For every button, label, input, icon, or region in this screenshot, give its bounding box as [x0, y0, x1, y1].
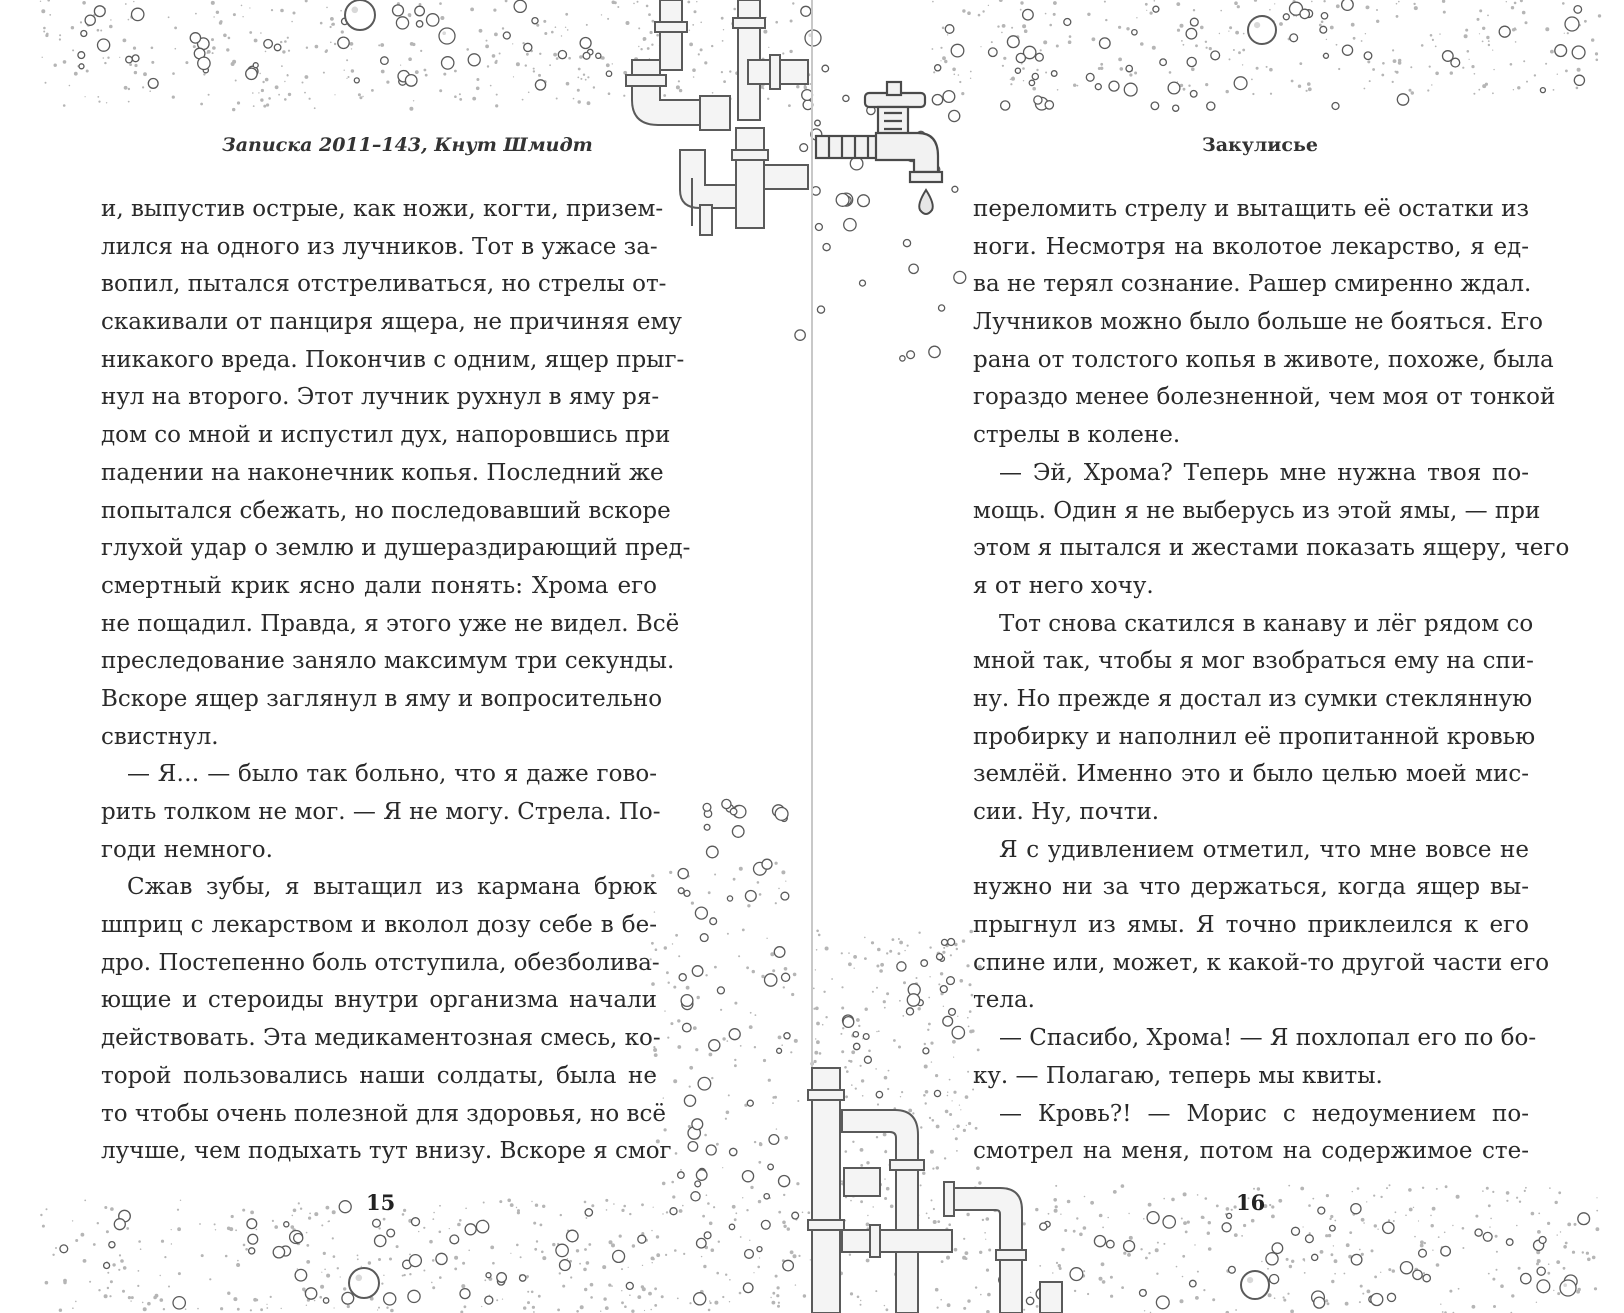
text-line: нужно ни за что держаться, когда ящер вы-: [973, 874, 1529, 901]
text-line: попытался сбежать, но последовавший вскоре: [101, 497, 671, 524]
text-line: Тот снова скатился в канаву и лёг рядом со: [999, 610, 1534, 637]
text-line: сии. Ну, почти.: [973, 799, 1160, 825]
text-line: рана от толстого копья в животе, похоже, была: [973, 346, 1554, 373]
text-line: — Я… — было так больно, что я даже гово-: [127, 761, 657, 788]
text-line: и, выпустив острые, как ножи, когти, призем-: [101, 196, 664, 222]
text-line: лучше, чем подыхать тут внизу. Вскоре я смог: [101, 1138, 672, 1165]
body-text: [101, 191, 691, 1171]
text-line: рить толком не мог. — Я не могу. Стрела. По-: [101, 799, 661, 825]
page-number: 16: [1236, 1190, 1266, 1215]
text-line: скакивали от панциря ящера, не причиняя ему: [101, 309, 682, 336]
text-line: ющие и стероиды внутри организма начали: [101, 987, 657, 1014]
running-head: Записка 2011–143, Кнут Шмидт: [222, 134, 593, 156]
text-line: Сжав зубы, я вытащил из кармана брюк: [127, 874, 657, 901]
text-line: мной так, чтобы я мог взобраться ему на спи-: [973, 648, 1534, 675]
text-line: Я с удивлением отметил, что мне вовсе не: [999, 836, 1529, 863]
text-line: преследование заняло максимум три секунды.: [101, 648, 675, 675]
page-number: 15: [366, 1190, 396, 1215]
text-line: землёй. Именно это и было целью моей мис-: [973, 761, 1529, 788]
text-line: — Спасибо, Хрома! — Я похлопал его по бо-: [999, 1025, 1537, 1052]
text-line: свистнул.: [101, 723, 219, 750]
text-line: не пощадил. Правда, я этого уже не видел. Всё: [101, 610, 680, 637]
text-line: тела.: [973, 987, 1035, 1014]
text-line: ну. Но прежде я достал из сумки стеклянную: [973, 685, 1533, 712]
text-line: Вскоре ящер заглянул в яму и вопросительно: [101, 685, 663, 712]
text-line: смертный крик ясно дали понять: Хрома его: [101, 572, 657, 599]
text-line: годи немного.: [101, 836, 273, 863]
text-line: спине или, может, к какой-то другой части его: [973, 949, 1550, 976]
text-line: — Кровь?! — Морис с недоумением по-: [999, 1100, 1529, 1127]
text-line: ку. — Полагаю, теперь мы квиты.: [973, 1062, 1383, 1089]
text-line: прыгнул из ямы. Я точно приклеился к его: [973, 912, 1529, 939]
text-line: лился на одного из лучников. Тот в ужасе за-: [101, 233, 658, 260]
body-text: [973, 191, 1570, 1171]
text-line: переломить стрелу и вытащить её остатки из: [973, 196, 1529, 222]
text-line: этом я пытался и жестами показать ящеру, чего: [973, 535, 1570, 562]
text-line: дом со мной и испустил дух, напоровшись при: [101, 422, 671, 449]
text-line: пробирку и наполнил её пропитанной кровью: [973, 723, 1536, 750]
text-line: действовать. Эта медикаментозная смесь, ко-: [101, 1025, 661, 1052]
text-line: глухой удар о землю и душераздирающий пред-: [101, 535, 691, 562]
text-line: то чтобы очень полезной для здоровья, но всё: [101, 1100, 666, 1127]
text-line: дро. Постепенно боль отступила, обезболива-: [101, 949, 660, 976]
text-line: — Эй, Хрома? Теперь мне нужна твоя по-: [999, 459, 1529, 486]
text-line: мощь. Один я не выберусь из этой ямы, — при: [973, 497, 1541, 524]
text-line: стрелы в колене.: [973, 422, 1181, 449]
text-line: нул на второго. Этот лучник рухнул в яму ря-: [101, 384, 660, 411]
right-page: [812, 0, 1624, 1313]
text-line: вопил, пытался отстреливаться, но стрелы от-: [101, 271, 667, 298]
text-line: падении на наконечник копья. Последний же: [101, 459, 664, 486]
text-line: шприц с лекарством и вколол дозу себе в бе-: [101, 912, 657, 939]
text-line: торой пользовались наши солдаты, была не: [101, 1062, 657, 1089]
text-line: Лучников можно было больше не бояться. Его: [973, 309, 1543, 336]
text-line: ноги. Несмотря на вколотое лекарство, я ед-: [973, 233, 1529, 260]
text-line: никакого вреда. Покончив с одним, ящер прыг-: [101, 346, 685, 373]
text-line: гораздо менее болезненной, чем моя от тонкой: [973, 384, 1556, 411]
text-line: смотрел на меня, потом на содержимое сте-: [973, 1138, 1529, 1165]
text-line: ва не терял сознание. Рашер смиренно ждал.: [973, 271, 1532, 298]
text-line: я от него хочу.: [973, 572, 1154, 599]
running-head: Закулисье: [1202, 134, 1318, 156]
